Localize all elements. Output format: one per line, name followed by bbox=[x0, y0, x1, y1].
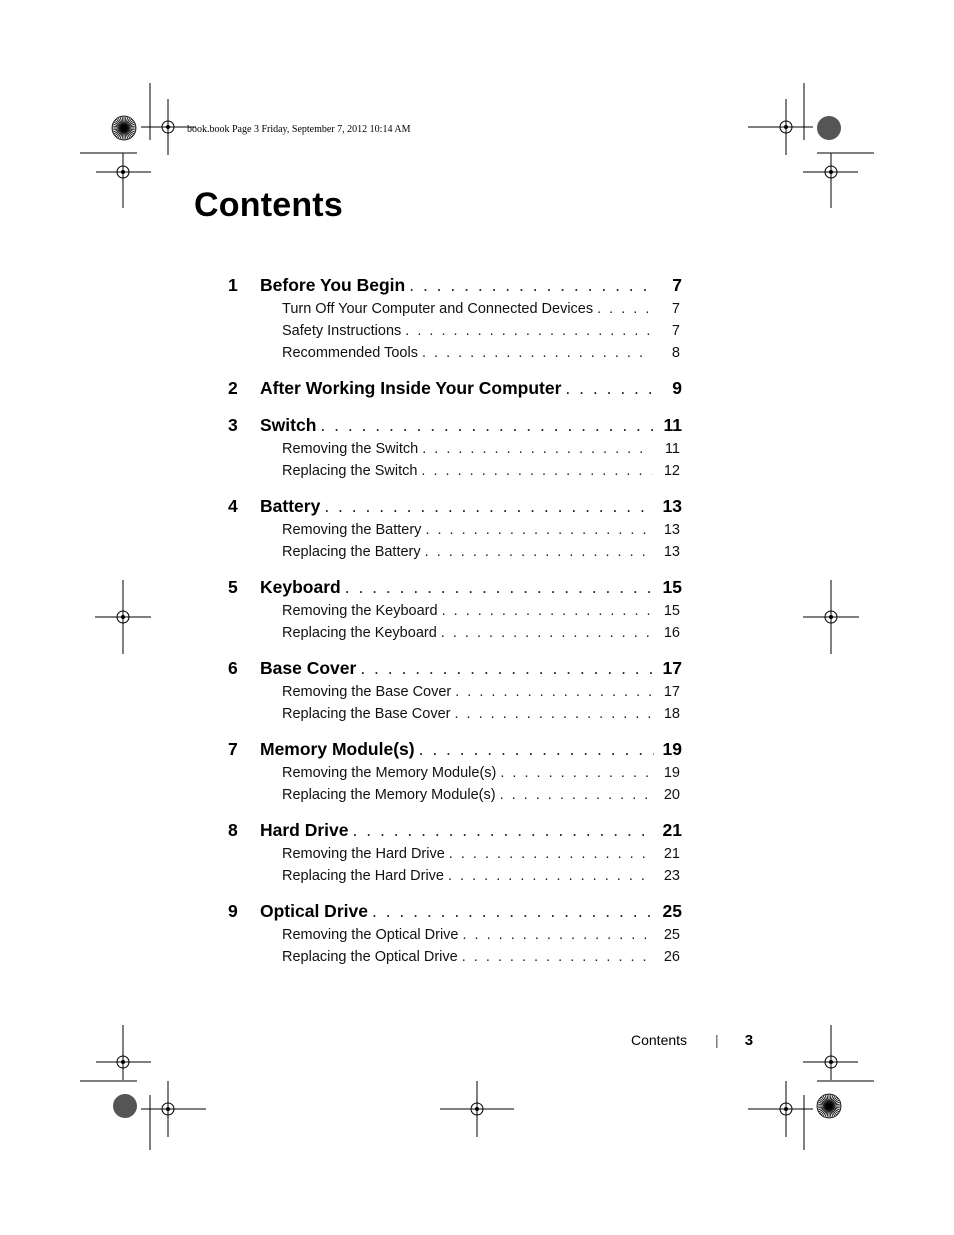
chapter-number: 4 bbox=[228, 496, 238, 516]
toc-section[interactable] bbox=[228, 463, 682, 485]
dot-leader bbox=[454, 706, 652, 722]
section-title: Removing the Optical Drive bbox=[282, 927, 459, 943]
table-of-contents bbox=[228, 275, 682, 974]
section-title: Removing the Switch bbox=[282, 441, 419, 457]
chapter-page: 15 bbox=[662, 577, 682, 597]
dot-leader bbox=[500, 787, 652, 803]
toc-chapter-3[interactable] bbox=[228, 415, 682, 441]
dot-leader bbox=[448, 868, 652, 884]
section-page: 13 bbox=[663, 544, 680, 560]
toc-section[interactable] bbox=[228, 684, 682, 706]
section-page: 25 bbox=[663, 927, 680, 943]
dot-leader bbox=[442, 603, 652, 619]
footer-separator: | bbox=[715, 1032, 719, 1048]
section-title: Removing the Keyboard bbox=[282, 603, 438, 619]
dot-leader bbox=[462, 949, 652, 965]
dot-leader bbox=[441, 625, 652, 641]
dot-leader bbox=[500, 765, 652, 781]
dot-leader bbox=[565, 378, 654, 399]
section-page: 17 bbox=[663, 684, 680, 700]
section-title: Replacing the Optical Drive bbox=[282, 949, 458, 965]
dot-leader bbox=[405, 323, 652, 339]
section-page: 20 bbox=[663, 787, 680, 803]
star-target-top-left bbox=[112, 116, 136, 140]
chapter-number: 8 bbox=[228, 820, 238, 840]
dot-leader bbox=[419, 739, 654, 760]
toc-section[interactable] bbox=[228, 301, 682, 323]
chapter-page: 21 bbox=[662, 820, 682, 840]
section-page: 13 bbox=[663, 522, 680, 538]
toc-section[interactable] bbox=[228, 603, 682, 625]
chapter-number: 3 bbox=[228, 415, 238, 435]
toc-chapter-6[interactable] bbox=[228, 658, 682, 684]
section-title: Safety Instructions bbox=[282, 323, 402, 339]
section-title: Removing the Base Cover bbox=[282, 684, 452, 700]
page-footer bbox=[631, 1032, 753, 1049]
chapter-page: 13 bbox=[662, 496, 682, 516]
footer-section: Contents bbox=[631, 1032, 688, 1048]
toc-chapter-9[interactable] bbox=[228, 901, 682, 927]
dot-leader bbox=[425, 522, 652, 538]
chapter-page: 11 bbox=[663, 415, 682, 435]
chapter-title: Optical Drive bbox=[260, 901, 368, 921]
section-title: Replacing the Base Cover bbox=[282, 706, 451, 722]
section-title: Replacing the Hard Drive bbox=[282, 868, 444, 884]
section-page: 11 bbox=[664, 441, 680, 457]
toc-chapter-4[interactable] bbox=[228, 496, 682, 522]
print-slug: book.book Page 3 Friday, September 7, 2012 10:14 AM bbox=[187, 124, 411, 135]
section-page: 15 bbox=[663, 603, 680, 619]
toc-section[interactable] bbox=[228, 323, 682, 345]
dot-leader bbox=[449, 846, 652, 862]
gray-target-bottom-left bbox=[113, 1094, 137, 1118]
dot-leader bbox=[455, 684, 652, 700]
section-page: 26 bbox=[663, 949, 680, 965]
toc-chapter-5[interactable] bbox=[228, 577, 682, 603]
chapter-title: Battery bbox=[260, 496, 321, 516]
toc-section[interactable] bbox=[228, 868, 682, 890]
section-title: Replacing the Switch bbox=[282, 463, 418, 479]
chapter-page: 19 bbox=[662, 739, 682, 759]
chapter-number: 1 bbox=[228, 275, 238, 295]
chapter-page: 25 bbox=[662, 901, 682, 921]
chapter-number: 2 bbox=[228, 378, 238, 398]
section-page: 7 bbox=[671, 323, 680, 339]
star-target-bottom-right bbox=[817, 1094, 841, 1118]
chapter-title: Base Cover bbox=[260, 658, 357, 678]
section-title: Removing the Hard Drive bbox=[282, 846, 445, 862]
dot-leader bbox=[463, 927, 653, 943]
dot-leader bbox=[425, 544, 652, 560]
chapter-number: 7 bbox=[228, 739, 238, 759]
dot-leader bbox=[324, 496, 654, 517]
section-page: 12 bbox=[663, 463, 680, 479]
dot-leader bbox=[597, 301, 652, 317]
section-title: Replacing the Keyboard bbox=[282, 625, 437, 641]
toc-section[interactable] bbox=[228, 765, 682, 787]
section-page: 7 bbox=[671, 301, 680, 317]
section-title: Removing the Battery bbox=[282, 522, 422, 538]
chapter-page: 7 bbox=[672, 275, 682, 295]
chapter-title: Memory Module(s) bbox=[260, 739, 415, 759]
section-page: 23 bbox=[663, 868, 680, 884]
toc-chapter-7[interactable] bbox=[228, 739, 682, 765]
chapter-number: 6 bbox=[228, 658, 238, 678]
dot-leader bbox=[422, 441, 652, 457]
section-title: Removing the Memory Module(s) bbox=[282, 765, 497, 781]
dot-leader bbox=[360, 658, 654, 679]
toc-section[interactable] bbox=[228, 345, 682, 367]
toc-section[interactable] bbox=[228, 522, 682, 544]
chapter-title: Hard Drive bbox=[260, 820, 349, 840]
gray-target-top-right bbox=[817, 116, 841, 140]
toc-section[interactable] bbox=[228, 846, 682, 868]
toc-chapter-8[interactable] bbox=[228, 820, 682, 846]
toc-section[interactable] bbox=[228, 544, 682, 566]
dot-leader bbox=[345, 577, 654, 598]
chapter-page: 17 bbox=[662, 658, 682, 678]
chapter-title: Switch bbox=[260, 415, 317, 435]
section-page: 18 bbox=[663, 706, 680, 722]
chapter-number: 5 bbox=[228, 577, 238, 597]
toc-section[interactable] bbox=[228, 949, 682, 971]
dot-leader bbox=[353, 820, 654, 841]
toc-chapter-2[interactable] bbox=[228, 378, 682, 404]
chapter-number: 9 bbox=[228, 901, 238, 921]
section-page: 8 bbox=[671, 345, 680, 361]
section-title: Replacing the Memory Module(s) bbox=[282, 787, 496, 803]
section-title: Turn Off Your Computer and Connected Devices bbox=[282, 301, 594, 317]
chapter-title: Before You Begin bbox=[260, 275, 406, 295]
dot-leader bbox=[409, 275, 654, 296]
toc-section[interactable] bbox=[228, 787, 682, 809]
toc-section[interactable] bbox=[228, 625, 682, 647]
toc-chapter-1[interactable] bbox=[228, 275, 682, 301]
dot-leader bbox=[372, 901, 654, 922]
chapter-page: 9 bbox=[672, 378, 682, 398]
chapter-title: Keyboard bbox=[260, 577, 341, 597]
toc-section[interactable] bbox=[228, 441, 682, 463]
footer-page-number: 3 bbox=[744, 1032, 754, 1049]
section-title: Replacing the Battery bbox=[282, 544, 421, 560]
section-title: Recommended Tools bbox=[282, 345, 418, 361]
toc-section[interactable] bbox=[228, 927, 682, 949]
toc-section[interactable] bbox=[228, 706, 682, 728]
dot-leader bbox=[421, 463, 652, 479]
dot-leader bbox=[320, 415, 654, 436]
chapter-title: After Working Inside Your Computer bbox=[260, 378, 562, 398]
section-page: 16 bbox=[663, 625, 680, 641]
section-page: 19 bbox=[663, 765, 680, 781]
dot-leader bbox=[422, 345, 652, 361]
section-page: 21 bbox=[663, 846, 680, 862]
page-title: Contents bbox=[194, 186, 343, 224]
